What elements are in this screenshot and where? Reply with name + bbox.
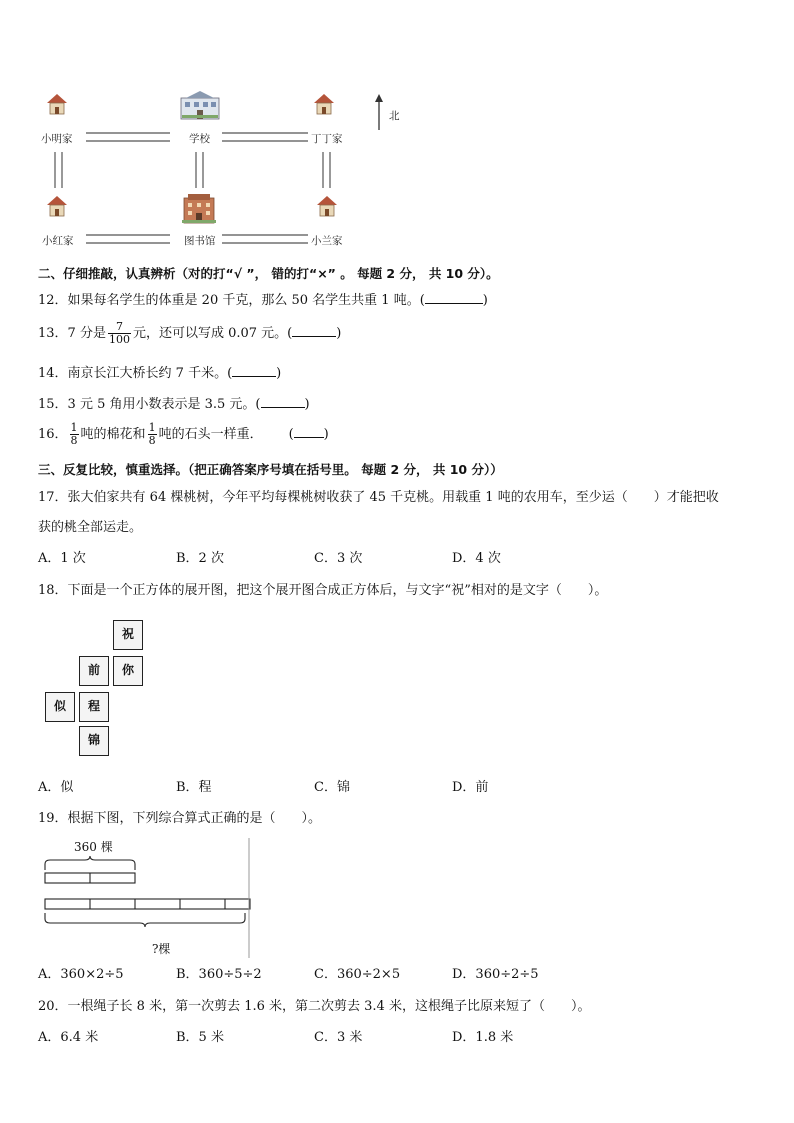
house-icon [316, 195, 338, 217]
bottom-label: ?棵 [152, 942, 171, 956]
fraction-numerator: 1 [70, 421, 78, 434]
house-icon [46, 195, 68, 217]
place-label-xiaoming: 小明家 [41, 133, 73, 145]
option-d[interactable]: D．前 [452, 780, 489, 795]
option-b[interactable]: B．360÷5÷2 [176, 967, 262, 982]
answer-blank[interactable] [261, 394, 305, 408]
fraction-numerator: 1 [148, 421, 156, 434]
option-b[interactable]: B．5 米 [176, 1030, 224, 1045]
question-17-line2: 获的桃全部运走。 [38, 520, 143, 535]
question-20: 20．一根绳子长 8 米，第一次剪去 1.6 米，第二次剪去 3.4 米，这根绳子比原来短了（ ）。 [38, 999, 591, 1014]
fraction-denominator: 8 [148, 434, 156, 447]
place-label-xiaohong: 小红家 [42, 235, 74, 247]
bracket-close: ) [276, 366, 282, 381]
school-icon [180, 90, 220, 120]
fraction-denominator: 100 [108, 333, 130, 346]
net-cell-cheng: 程 [79, 692, 109, 722]
place-label-library: 图书馆 [184, 235, 216, 247]
question-12 [38, 290, 488, 310]
answer-blank[interactable] [294, 424, 324, 438]
bracket-close: ) [304, 397, 310, 412]
section-heading: 二、仔细推敲，认真辨析（对的打“√ ”， 错的打“×” 。 每题 2 分， 共 10 分）。 [38, 266, 499, 281]
question-text: 14．南京长江大桥长约 7 千米。( [38, 366, 233, 381]
cube-net [45, 620, 150, 760]
option-a[interactable]: A．360×2÷5 [38, 967, 124, 982]
question-text: 15．3 元 5 角用小数表示是 3.5 元。( [38, 397, 261, 412]
section-heading: 三、反复比较，慎重选择。（把正确答案序号填在括号里。 每题 2 分， 共 10 分）） [38, 462, 503, 477]
bracket-close: ) [482, 293, 488, 308]
bracket-open: ( [288, 427, 294, 442]
place-label-dingding: 丁丁家 [311, 133, 343, 145]
option-c[interactable]: C．3 米 [314, 1030, 363, 1045]
north-label: 北 [389, 110, 400, 122]
option-c[interactable]: C．3 次 [314, 551, 363, 566]
place-label-school: 学校 [189, 133, 210, 145]
option-d[interactable]: D．4 次 [452, 551, 501, 566]
question-text: 12．如果每名学生的体重是 20 千克，那么 50 名学生共重 1 吨。( [38, 293, 425, 308]
option-d[interactable]: D．1.8 米 [452, 1030, 514, 1045]
map-roads [38, 88, 418, 253]
option-a[interactable]: A．似 [38, 780, 74, 795]
option-c[interactable]: C．360÷2×5 [314, 967, 401, 982]
net-cell-jin: 锦 [79, 726, 109, 756]
option-b[interactable]: B．程 [176, 780, 212, 795]
fraction-numerator: 7 [108, 321, 131, 334]
place-label-xiaolan: 小兰家 [311, 235, 343, 247]
question-text: 13．7 分是 [38, 326, 106, 341]
option-b[interactable]: B．2 次 [176, 551, 224, 566]
question-text: 吨的石头一样重． [158, 427, 263, 442]
option-c[interactable]: C．锦 [314, 780, 350, 795]
house-icon [313, 93, 335, 115]
library-icon [182, 192, 216, 224]
question-15 [38, 394, 310, 414]
bracket-close: ) [323, 427, 329, 442]
map-figure [38, 88, 418, 253]
answer-blank[interactable] [232, 363, 276, 377]
net-cell-zhu: 祝 [113, 620, 143, 650]
fraction [108, 321, 131, 346]
question-18: 18．下面是一个正方体的展开图，把这个展开图合成正方体后，与文字“祝”相对的是文字（ ）。 [38, 583, 608, 598]
question-14 [38, 363, 281, 383]
question-number: 16． [38, 427, 68, 442]
question-17-line1: 17．张大伯家共有 64 棵桃树，今年平均每棵桃树收获了 45 千克桃。用载重 1 吨的农用车，至少运（ ）才能把收 [38, 490, 719, 505]
option-a[interactable]: A．1 次 [38, 551, 86, 566]
question-text: 吨的棉花和 [80, 427, 146, 442]
question-13 [38, 321, 341, 346]
top-label: 360 棵 [74, 840, 113, 854]
segment-diagram [40, 836, 252, 960]
bracket-close: ) [336, 326, 342, 341]
option-a[interactable]: A．6.4 米 [38, 1030, 99, 1045]
house-icon [46, 93, 68, 115]
answer-blank[interactable] [292, 323, 336, 337]
fraction [148, 422, 157, 447]
fraction [70, 422, 79, 447]
net-cell-qian: 前 [79, 656, 109, 686]
option-d[interactable]: D．360÷2÷5 [452, 967, 539, 982]
fraction-denominator: 8 [70, 434, 78, 447]
question-16 [38, 422, 329, 447]
question-19: 19．根据下图，下列综合算式正确的是（ ）。 [38, 811, 322, 826]
question-text: 元，还可以写成 0.07 元。( [132, 326, 293, 341]
net-cell-ni: 你 [113, 656, 143, 686]
net-cell-si: 似 [45, 692, 75, 722]
answer-blank[interactable] [425, 290, 483, 304]
segment-diagram-lines [40, 836, 252, 960]
